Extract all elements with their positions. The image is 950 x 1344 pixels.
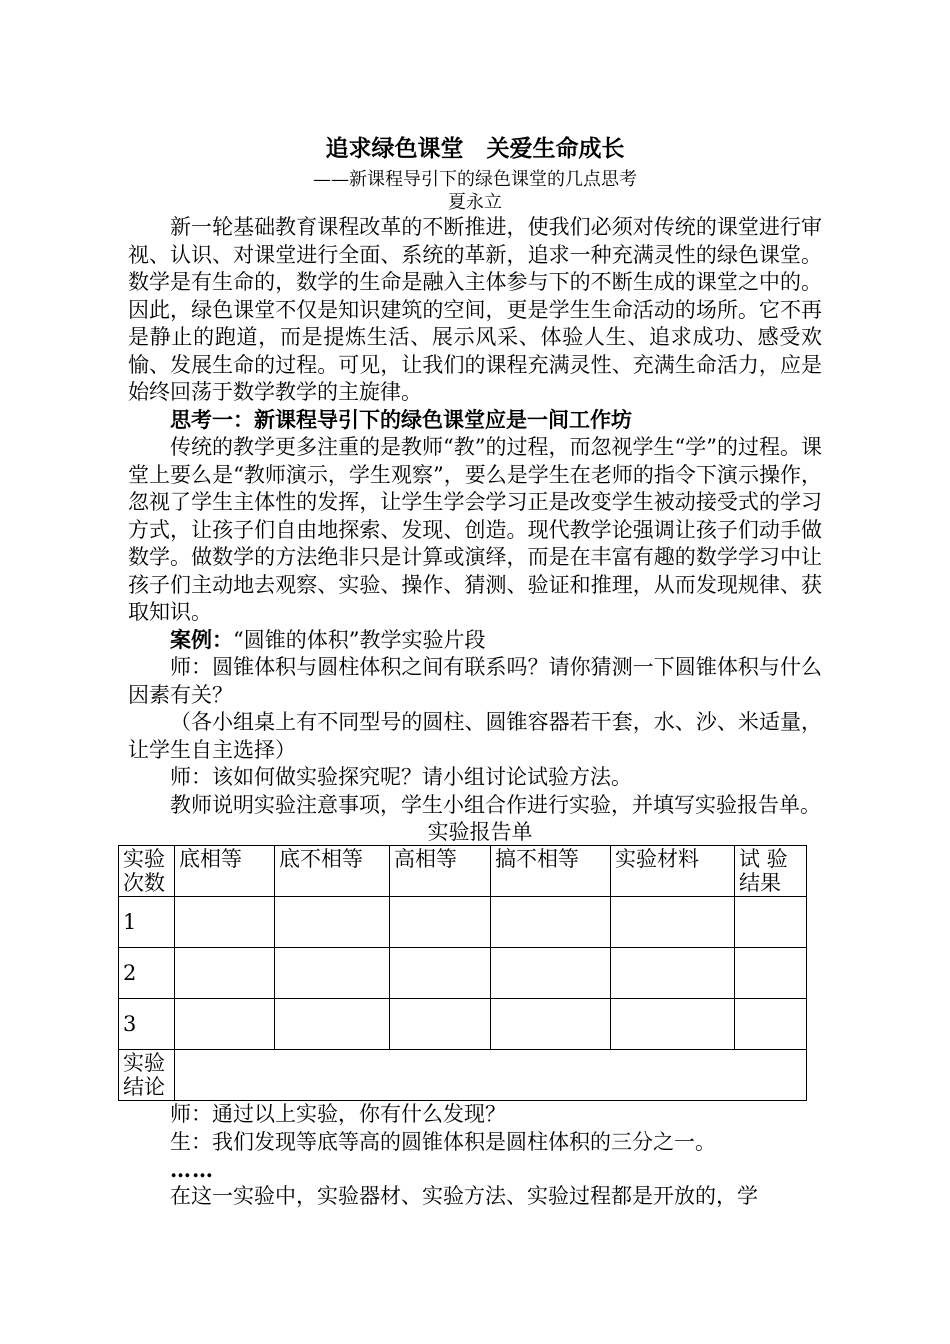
table-cell — [175, 948, 275, 999]
table-header-row — [119, 846, 807, 897]
table-header-cell: 搞不相等 — [491, 846, 611, 897]
table-cell — [611, 999, 735, 1050]
table-conclusion-label: 实验结论 — [119, 1050, 175, 1101]
table-header-cell: 高相等 — [390, 846, 491, 897]
table-cell — [390, 948, 491, 999]
table-cell — [275, 948, 390, 999]
table-cell — [275, 999, 390, 1050]
table-row — [119, 948, 807, 999]
table-cell-trial: 3 — [119, 999, 175, 1050]
table-cell — [175, 999, 275, 1050]
section-paragraph: 传统的教学更多注重的是教师“教”的过程，而忽视学生“学”的过程。课堂上要么是“教师演示，学生观察”，要么是学生在老师的指令下演示操作，忽视了学生主体性的发挥，让学生学会学习正是改变学生被动接受式的学习方式，让孩子们自由地探索、发现、创造。现代教学论强调让孩子们动手做数学。做数学的方法绝非只是计算或演绎，而是在丰富有趣的数学学习中让孩子们主动地去观察、实验、操作、猜测、验证和推理，从而发现规律、获取知识。 — [128, 435, 822, 624]
author-name: 夏永立 — [448, 192, 502, 213]
table-cell — [390, 999, 491, 1050]
table-cell — [390, 897, 491, 948]
table-header-cell: 实验材料 — [611, 846, 735, 897]
table-cell — [175, 897, 275, 948]
table-cell — [491, 897, 611, 948]
page-title: 追求绿色课堂 关爱生命成长 — [325, 136, 625, 162]
table-header-cell: 实验次数 — [119, 846, 175, 897]
dialogue-paragraph: 师：通过以上实验，你有什么发现？ — [170, 1102, 506, 1126]
page-subtitle: ——新课程导引下的绿色课堂的几点思考 — [313, 169, 637, 190]
table-cell — [491, 999, 611, 1050]
table-header-cell: 底不相等 — [275, 846, 390, 897]
table-cell — [735, 999, 807, 1050]
table-cell — [735, 897, 807, 948]
table-row — [119, 999, 807, 1050]
case-paragraph: （各小组桌上有不同型号的圆柱、圆锥容器若干套，水、沙、米适量，让学生自主选择） — [128, 710, 822, 762]
case-label: 案例： — [170, 627, 233, 652]
table-cell — [275, 897, 390, 948]
table-cell — [491, 948, 611, 999]
dialogue-paragraph: 生：我们发现等底等高的圆锥体积是圆柱体积的三分之一。 — [170, 1129, 716, 1154]
table-caption: 实验报告单 — [427, 820, 533, 844]
document-page — [123, 130, 822, 1211]
table-cell — [735, 948, 807, 999]
table-conclusion-row — [119, 1050, 807, 1101]
table-cell — [611, 948, 735, 999]
ellipsis: …… — [170, 1157, 214, 1182]
case-paragraph: 师：该如何做实验探究呢？请小组讨论试验方法。 — [170, 765, 632, 789]
table-header-cell: 底相等 — [175, 846, 275, 897]
table-cell-trial: 1 — [119, 897, 175, 948]
intro-paragraph: 新一轮基础教育课程改革的不断推进，使我们必须对传统的课堂进行审视、认识、对课堂进行全面、系统的革新，追求一种充满灵性的绿色课堂。数学是有生命的，数学的生命是融入主体参与下的不断生成的课堂之中的。因此，绿色课堂不仅是知识建筑的空间，更是学生生命活动的场所。它不再是静止的跑道，而是提炼生活、展示风采、体验人生、追求成功、感受欢愉、发展生命的过程。可见，让我们的课程充满灵性、充满生命活力，应是始终回荡于数学教学的主旋律。 — [128, 215, 822, 404]
case-title-text: “圆锥的体积”教学实验片段 — [233, 627, 486, 652]
table-row — [119, 897, 807, 948]
table-conclusion-cell — [175, 1050, 807, 1101]
table-cell-trial: 2 — [119, 948, 175, 999]
case-title — [128, 627, 822, 655]
report-table — [118, 845, 807, 1101]
case-paragraph: 师：圆锥体积与圆柱体积之间有联系吗？请你猜测一下圆锥体积与什么因素有关？ — [128, 655, 822, 707]
case-paragraph: 教师说明实验注意事项，学生小组合作进行实验，并填写实验报告单。 — [170, 792, 821, 817]
section-heading: 思考一：新课程导引下的绿色课堂应是一间工作坊 — [170, 407, 632, 432]
closing-paragraph: 在这一实验中，实验器材、实验方法、实验过程都是开放的，学 — [170, 1184, 758, 1208]
table-cell — [611, 897, 735, 948]
table-header-cell: 试 验结果 — [735, 846, 807, 897]
